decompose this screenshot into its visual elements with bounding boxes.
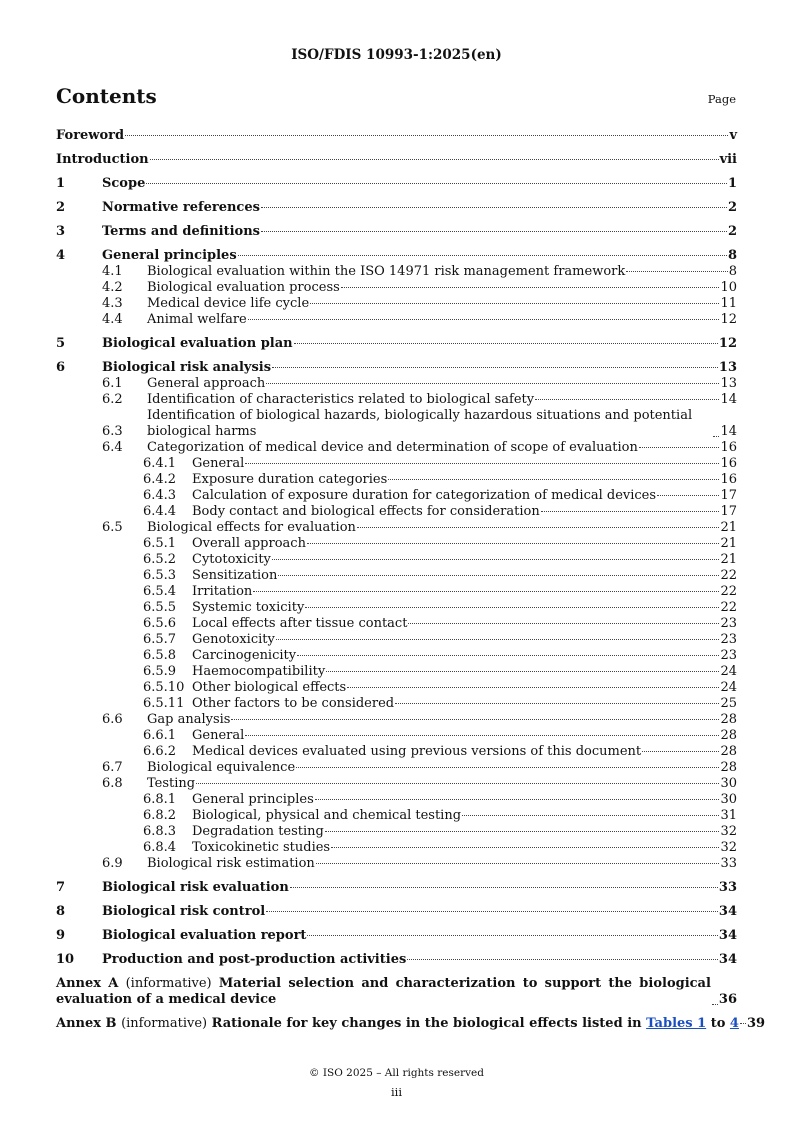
toc-leader-dots <box>341 287 720 288</box>
toc-entry-page[interactable]: 24 <box>720 664 737 679</box>
toc-entry-title[interactable]: Biological evaluation process <box>147 280 340 295</box>
toc-entry[interactable] <box>56 680 737 696</box>
toc-entry-title[interactable]: Sensitization <box>192 568 278 583</box>
tables-1-link[interactable]: Tables 1 <box>646 1016 707 1031</box>
toc-leader-dots <box>261 207 727 208</box>
toc-entry-page[interactable]: 17 <box>720 488 737 503</box>
toc-entry-page[interactable]: 33 <box>718 880 737 895</box>
toc-entry[interactable] <box>56 808 737 824</box>
toc-leader-dots <box>740 1023 746 1024</box>
toc-entry[interactable] <box>56 472 737 488</box>
toc-entry[interactable] <box>56 928 737 944</box>
toc-entry-title[interactable]: Gap analysis <box>147 712 231 727</box>
toc-entry-title[interactable]: Biological risk estimation <box>147 856 315 871</box>
toc-entry[interactable] <box>56 360 737 376</box>
toc-leader-dots <box>231 719 719 720</box>
toc-entry-title[interactable]: Exposure duration categories <box>192 472 388 487</box>
toc-leader-dots <box>331 847 719 848</box>
toc-entry-number: 4.3 <box>102 296 123 311</box>
toc-entry-title[interactable]: Identification of biological hazards, biologically hazardous situations and potential biological harms <box>147 408 693 439</box>
toc-leader-dots <box>278 575 719 576</box>
toc-entry-page[interactable]: 12 <box>718 336 737 351</box>
toc-entry-title[interactable]: Irritation <box>192 584 253 599</box>
annex-kind: (informative) <box>121 1016 208 1031</box>
toc-entry[interactable] <box>56 648 737 664</box>
toc-entry-page[interactable]: 16 <box>720 456 737 471</box>
toc-entry-page[interactable]: 30 <box>720 792 737 807</box>
toc-entry-page[interactable]: 28 <box>720 760 737 775</box>
toc-entry-title[interactable]: Other biological effects <box>192 680 347 695</box>
toc-entry[interactable] <box>56 664 737 680</box>
toc-entry-title[interactable]: Carcinogenicity <box>192 648 297 663</box>
toc-entry-page[interactable]: 33 <box>720 856 737 871</box>
table-of-contents <box>56 128 766 1032</box>
toc-entry-page[interactable]: 34 <box>718 928 737 943</box>
toc-leader-dots <box>290 887 718 888</box>
toc-entry[interactable] <box>56 224 737 240</box>
toc-entry[interactable] <box>56 584 737 600</box>
toc-annex-a-title[interactable] <box>56 976 711 1008</box>
toc-entry-page[interactable]: 14 <box>720 392 737 407</box>
toc-entry-title[interactable]: Toxicokinetic studies <box>192 840 331 855</box>
toc-entry-number: 5 <box>56 336 66 351</box>
toc-entry-number: 6.7 <box>102 760 123 775</box>
toc-entry-page[interactable]: 10 <box>720 280 737 295</box>
toc-entry[interactable] <box>56 200 737 216</box>
toc-entry-number: 6.6.1 <box>143 728 177 743</box>
toc-entry-title[interactable]: Calculation of exposure duration for categorization of medical devices <box>192 488 657 503</box>
toc-entry-title[interactable]: General principles <box>192 792 314 807</box>
toc-annex-a[interactable] <box>56 976 737 1008</box>
toc-entry-page[interactable]: 2 <box>727 200 737 215</box>
toc-entry-page[interactable]: 28 <box>720 744 737 759</box>
toc-entry-page[interactable]: 32 <box>720 840 737 855</box>
toc-entry[interactable] <box>56 712 737 728</box>
toc-entry[interactable] <box>56 744 737 760</box>
toc-entry-number: 6.8.2 <box>143 808 177 823</box>
toc-entry[interactable] <box>56 760 737 776</box>
toc-entry-number: 8 <box>56 904 66 919</box>
toc-entry-number: 6.4 <box>102 440 123 455</box>
toc-entry[interactable] <box>56 128 737 144</box>
toc-entry-page[interactable]: 16 <box>720 440 737 455</box>
toc-entry-page[interactable]: 24 <box>720 680 737 695</box>
toc-leader-dots <box>395 703 719 704</box>
toc-entry[interactable] <box>56 392 737 408</box>
contents-title: Contents <box>56 84 157 108</box>
toc-entry[interactable] <box>56 856 737 872</box>
toc-entry-number: 6.6 <box>102 712 123 727</box>
toc-entry-title[interactable]: Normative references <box>102 200 260 215</box>
toc-entry-page[interactable]: 36 <box>718 992 737 1007</box>
toc-entry-title[interactable]: Medical devices evaluated using previous versions of this document <box>192 744 642 759</box>
toc-entry-title[interactable]: Other factors to be considered <box>192 696 395 711</box>
page-column-label: Page <box>707 92 736 106</box>
toc-entry-page[interactable]: 14 <box>720 424 737 439</box>
toc-leader-dots <box>642 751 719 752</box>
toc-leader-dots <box>305 607 719 608</box>
toc-entry-number: 6.8.3 <box>143 824 177 839</box>
toc-leader-dots <box>272 367 718 368</box>
toc-entry[interactable] <box>56 840 737 856</box>
toc-leader-dots <box>407 959 718 960</box>
toc-leader-dots <box>713 436 719 437</box>
toc-leader-dots <box>276 639 720 640</box>
toc-leader-dots <box>657 495 719 496</box>
toc-entry-title[interactable]: General <box>192 456 245 471</box>
toc-entry-title[interactable]: Haemocompatibility <box>192 664 326 679</box>
toc-entry[interactable] <box>56 176 737 192</box>
toc-entry-number: 6.5.4 <box>143 584 177 599</box>
toc-entry[interactable] <box>56 600 737 616</box>
toc-leader-dots <box>245 735 719 736</box>
toc-entry-page[interactable]: 21 <box>720 552 737 567</box>
toc-entry-page[interactable]: 23 <box>720 632 737 647</box>
toc-entry-number: 6.1 <box>102 376 123 391</box>
toc-entry-number: 6.8.4 <box>143 840 177 855</box>
toc-entry-page[interactable]: 13 <box>720 376 737 391</box>
toc-entry[interactable] <box>56 248 737 264</box>
toc-entry[interactable] <box>56 264 737 280</box>
toc-entry-number: 6.4.4 <box>143 504 177 519</box>
toc-leader-dots <box>626 271 727 272</box>
toc-entry-page[interactable]: v <box>729 128 737 143</box>
toc-entry[interactable] <box>56 312 737 328</box>
toc-entry-title[interactable]: Biological evaluation within the ISO 14971 risk management framework <box>147 264 626 279</box>
toc-entry[interactable] <box>56 520 737 536</box>
toc-entry-number: 6.4.3 <box>143 488 177 503</box>
toc-entry[interactable] <box>56 792 737 808</box>
toc-entry-title[interactable]: Degradation testing <box>192 824 324 839</box>
toc-entry-title[interactable]: Biological risk control <box>102 904 266 919</box>
toc-entry[interactable] <box>56 568 737 584</box>
annex-title: Material selection and characterization to support the biological evaluation of a medical device <box>56 976 711 1007</box>
toc-entry-title[interactable]: Biological risk evaluation <box>102 880 289 895</box>
toc-entry-title[interactable]: Body contact and biological effects for consideration <box>192 504 540 519</box>
toc-entry-page[interactable]: 23 <box>720 648 737 663</box>
toc-entry-title[interactable]: Testing <box>147 776 196 791</box>
toc-leader-dots <box>408 623 719 624</box>
toc-leader-dots <box>307 935 717 936</box>
toc-annex-b-title[interactable] <box>56 1016 739 1032</box>
toc-entry-title[interactable]: Medical device life cycle <box>147 296 310 311</box>
toc-entry-page[interactable]: 30 <box>720 776 737 791</box>
toc-entry-page[interactable]: 22 <box>720 600 737 615</box>
toc-leader-dots <box>125 135 728 136</box>
toc-entry-page[interactable]: 16 <box>720 472 737 487</box>
toc-leader-dots <box>535 399 719 400</box>
page-number: iii <box>390 1085 403 1099</box>
toc-entry-page[interactable]: 28 <box>720 728 737 743</box>
toc-leader-dots <box>462 815 719 816</box>
toc-entry[interactable] <box>56 728 737 744</box>
toc-entry-number: 3 <box>56 224 66 239</box>
toc-entry-number: 6.5.1 <box>143 536 177 551</box>
toc-leader-dots <box>146 183 727 184</box>
toc-leader-dots <box>238 255 727 256</box>
toc-leader-dots <box>150 159 719 160</box>
toc-entry-title[interactable]: Animal welfare <box>147 312 247 327</box>
toc-leader-dots <box>357 527 720 528</box>
toc-entry-number: 10 <box>56 952 75 967</box>
toc-entry-page[interactable]: 8 <box>727 248 737 263</box>
toc-leader-dots <box>307 543 720 544</box>
toc-entry-number: 6.5.5 <box>143 600 177 615</box>
toc-entry-number: 6 <box>56 360 66 375</box>
annex-kind: (informative) <box>125 976 212 991</box>
toc-leader-dots <box>316 863 720 864</box>
toc-entry[interactable] <box>56 456 737 472</box>
toc-entry[interactable] <box>56 824 737 840</box>
toc-entry-title[interactable]: Overall approach <box>192 536 306 551</box>
toc-leader-dots <box>639 447 720 448</box>
toc-leader-dots <box>253 591 719 592</box>
toc-entry-title[interactable]: Biological evaluation plan <box>102 336 293 351</box>
annex-label: Annex B <box>56 1016 117 1031</box>
toc-entry-page[interactable]: 21 <box>720 536 737 551</box>
toc-entry-number: 4 <box>56 248 66 263</box>
toc-entry-page[interactable]: 34 <box>718 952 737 967</box>
toc-entry[interactable] <box>56 296 737 312</box>
toc-entry[interactable] <box>56 616 737 632</box>
toc-entry-title[interactable]: General approach <box>147 376 266 391</box>
toc-entry-number: 7 <box>56 880 66 895</box>
table-4-link[interactable]: 4 <box>729 1016 739 1031</box>
toc-entry-title[interactable]: Biological evaluation report <box>102 928 307 943</box>
toc-entry-title[interactable]: Biological risk analysis <box>102 360 272 375</box>
toc-entry-page[interactable]: 22 <box>720 584 737 599</box>
toc-entry-page[interactable]: 11 <box>720 296 737 311</box>
toc-entry-title[interactable]: Biological effects for evaluation <box>147 520 356 535</box>
toc-entry-page[interactable]: 22 <box>720 568 737 583</box>
annex-label: Annex A <box>56 976 119 991</box>
toc-entry-page[interactable]: 2 <box>727 224 737 239</box>
toc-leader-dots <box>326 671 719 672</box>
toc-entry[interactable] <box>56 696 737 712</box>
toc-entry-number: 4.1 <box>102 264 123 279</box>
toc-entry[interactable] <box>56 632 737 648</box>
toc-entry-page[interactable]: 1 <box>727 176 737 191</box>
toc-entry[interactable] <box>56 904 737 920</box>
toc-entry[interactable] <box>56 536 737 552</box>
toc-entry[interactable] <box>56 440 737 456</box>
toc-entry-number: 4.4 <box>102 312 123 327</box>
toc-leader-dots <box>266 383 719 384</box>
toc-entry-title[interactable]: Scope <box>102 176 146 191</box>
toc-entry[interactable] <box>56 336 737 352</box>
toc-entry[interactable] <box>56 408 737 440</box>
toc-entry-number: 6.5.7 <box>143 632 177 647</box>
toc-entry-number: 2 <box>56 200 66 215</box>
toc-leader-dots <box>245 463 719 464</box>
toc-entry-number: 6.4.2 <box>143 472 177 487</box>
toc-entry-number: 6.5.11 <box>143 696 185 711</box>
toc-entry-title[interactable]: Local effects after tissue contact <box>192 616 408 631</box>
toc-leader-dots <box>297 655 719 656</box>
toc-entry[interactable] <box>56 952 737 968</box>
toc-leader-dots <box>248 319 720 320</box>
toc-leader-dots <box>315 799 720 800</box>
toc-entry-number: 6.5.3 <box>143 568 177 583</box>
toc-entry-number: 9 <box>56 928 66 943</box>
toc-leader-dots <box>272 559 720 560</box>
toc-entry-page[interactable]: 8 <box>728 264 737 279</box>
toc-entry-number: 6.4.1 <box>143 456 177 471</box>
toc-entry-title[interactable]: Introduction <box>56 152 149 167</box>
toc-leader-dots <box>310 303 719 304</box>
toc-entry-page[interactable]: 12 <box>720 312 737 327</box>
toc-entry[interactable] <box>56 504 737 520</box>
toc-leader-dots <box>388 479 719 480</box>
toc-entry-page[interactable]: 32 <box>720 824 737 839</box>
toc-entry-title[interactable]: Terms and definitions <box>102 224 260 239</box>
toc-entry-number: 6.5.9 <box>143 664 177 679</box>
toc-leader-dots <box>266 911 718 912</box>
toc-leader-dots <box>296 767 719 768</box>
toc-entry[interactable] <box>56 776 737 792</box>
toc-entry-page[interactable]: 21 <box>720 520 737 535</box>
toc-leader-dots <box>325 831 720 832</box>
toc-entry-number: 6.8.1 <box>143 792 177 807</box>
toc-entry-number: 4.2 <box>102 280 123 295</box>
toc-entry-page[interactable]: 31 <box>720 808 737 823</box>
toc-entry-page[interactable]: 34 <box>718 904 737 919</box>
toc-entry-page[interactable]: 28 <box>720 712 737 727</box>
toc-entry-title[interactable]: Categorization of medical device and determination of scope of evaluation <box>147 440 638 455</box>
toc-entry-title[interactable]: Systemic toxicity <box>192 600 305 615</box>
toc-entry[interactable] <box>56 880 737 896</box>
toc-entry-number: 6.5.10 <box>143 680 185 695</box>
toc-entry-page[interactable]: 17 <box>720 504 737 519</box>
toc-entry-number: 6.8 <box>102 776 123 791</box>
toc-leader-dots <box>294 343 718 344</box>
toc-entry-number: 6.5.2 <box>143 552 177 567</box>
toc-entry-number: 6.3 <box>102 424 123 439</box>
toc-entry-title[interactable]: General principles <box>102 248 237 263</box>
toc-entry-title[interactable]: Production and post-production activities <box>102 952 407 967</box>
toc-entry[interactable] <box>56 376 737 392</box>
toc-entry-title[interactable]: General <box>192 728 245 743</box>
toc-entry-number: 6.2 <box>102 392 123 407</box>
annex-title-mid: to <box>710 1016 726 1031</box>
toc-entry-title[interactable]: Genotoxicity <box>192 632 275 647</box>
toc-annex-b[interactable] <box>56 1016 766 1032</box>
document-id-header: ISO/FDIS 10993-1:2025(en) <box>291 47 502 63</box>
toc-entry-title[interactable]: Biological, physical and chemical testing <box>192 808 462 823</box>
toc-entry[interactable] <box>56 152 737 168</box>
toc-entry-number: 6.9 <box>102 856 123 871</box>
toc-entry[interactable] <box>56 488 737 504</box>
toc-leader-dots <box>541 511 720 512</box>
toc-entry-page[interactable]: 13 <box>718 360 737 375</box>
toc-entry-number: 6.6.2 <box>143 744 177 759</box>
annex-title: Rationale for key changes in the biological effects listed in <box>211 1016 642 1031</box>
toc-entry-number: 6.5.8 <box>143 648 177 663</box>
toc-entry-number: 1 <box>56 176 66 191</box>
toc-entry-page[interactable]: 39 <box>746 1016 766 1031</box>
toc-entry-title[interactable]: Cytotoxicity <box>192 552 271 567</box>
toc-entry-page[interactable]: 25 <box>720 696 737 711</box>
toc-leader-dots <box>196 783 719 784</box>
toc-entry-title[interactable]: Identification of characteristics related to biological safety <box>147 392 535 407</box>
toc-leader-dots <box>712 1004 718 1005</box>
toc-entry[interactable] <box>56 552 737 568</box>
toc-leader-dots <box>347 687 719 688</box>
toc-entry-page[interactable]: 23 <box>720 616 737 631</box>
toc-entry[interactable] <box>56 280 737 296</box>
toc-entry-title[interactable]: Foreword <box>56 128 125 143</box>
copyright-notice: © ISO 2025 – All rights reserved <box>309 1067 484 1079</box>
toc-entry-number: 6.5.6 <box>143 616 177 631</box>
toc-leader-dots <box>261 231 727 232</box>
toc-entry-page[interactable]: vii <box>719 152 737 167</box>
toc-entry-title[interactable]: Biological equivalence <box>147 760 296 775</box>
toc-entry-number: 6.5 <box>102 520 123 535</box>
